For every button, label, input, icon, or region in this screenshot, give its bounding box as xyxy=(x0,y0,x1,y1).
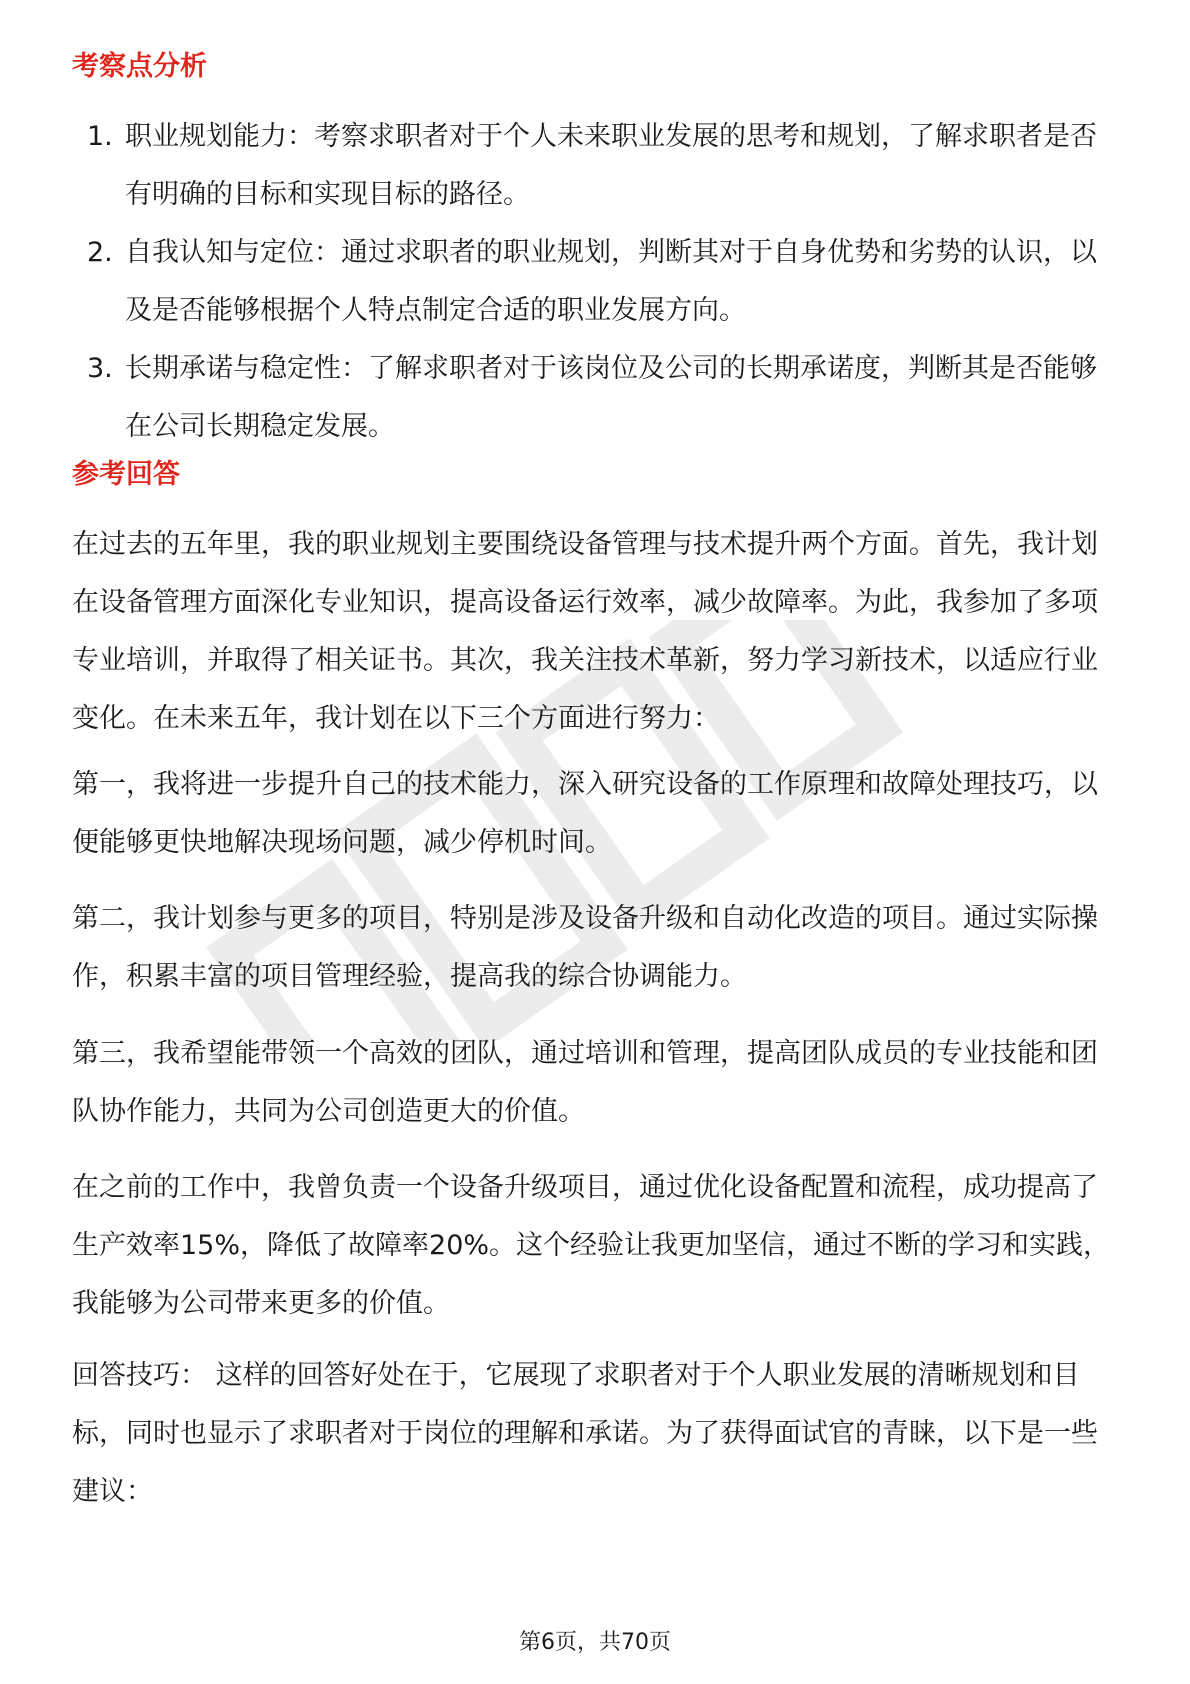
list-item xyxy=(72,108,1122,224)
answer-paragraph: 在之前的工作中，我曾负责一个设备升级项目，通过优化设备配置和流程，成功提高了生产效率15%，降低了故障率20%。这个经验让我更加坚信，通过不断的学习和实践，我能够为公司带来更多的价值。 xyxy=(72,1172,1111,1319)
analysis-list xyxy=(72,108,1122,456)
list-item xyxy=(72,340,1122,456)
answer-paragraph: 第二，我计划参与更多的项目，特别是涉及设备升级和自动化改造的项目。通过实际操作，积累丰富的项目管理经验，提高我的综合协调能力。 xyxy=(72,903,1098,992)
list-item-text: 自我认知与定位：通过求职者的职业规划，判断其对于自身优势和劣势的认识，以及是否能够根据个人特点制定合适的职业发展方向。 xyxy=(125,237,1097,326)
answer-paragraph: 第三，我希望能带领一个高效的团队，通过培训和管理，提高团队成员的专业技能和团队协作能力，共同为公司创造更大的价值。 xyxy=(72,1038,1098,1127)
answer-tips-paragraph: 回答技巧： 这样的回答好处在于，它展现了求职者对于个人职业发展的清晰规划和目标，同时也显示了求职者对于岗位的理解和承诺。为了获得面试官的青睐，以下是一些建议： xyxy=(72,1360,1098,1507)
list-number: 2. xyxy=(87,237,113,268)
list-item-text: 职业规划能力：考察求职者对于个人未来职业发展的思考和规划，了解求职者是否有明确的目标和实现目标的路径。 xyxy=(125,121,1097,210)
list-item xyxy=(72,224,1122,340)
list-item-text: 长期承诺与稳定性：了解求职者对于该岗位及公司的长期承诺度，判断其是否能够在公司长期稳定发展。 xyxy=(125,353,1097,442)
section-heading-analysis: 考察点分析 xyxy=(72,51,207,82)
page-number-footer: 第6页，共70页 xyxy=(519,1630,671,1655)
list-number: 3. xyxy=(87,353,113,384)
answer-paragraph: 在过去的五年里，我的职业规划主要围绕设备管理与技术提升两个方面。首先，我计划在设备管理方面深化专业知识，提高设备运行效率，减少故障率。为此，我参加了多项专业培训，并取得了相关证书。其次，我关注技术革新，努力学习新技术，以适应行业变化。在未来五年，我计划在以下三个方面进行努力： xyxy=(72,529,1098,734)
answer-paragraph: 第一，我将进一步提升自己的技术能力，深入研究设备的工作原理和故障处理技巧，以便能够更快地解决现场问题，减少停机时间。 xyxy=(72,769,1098,858)
section-heading-reference-answer: 参考回答 xyxy=(72,459,180,490)
list-number: 1. xyxy=(87,121,113,152)
